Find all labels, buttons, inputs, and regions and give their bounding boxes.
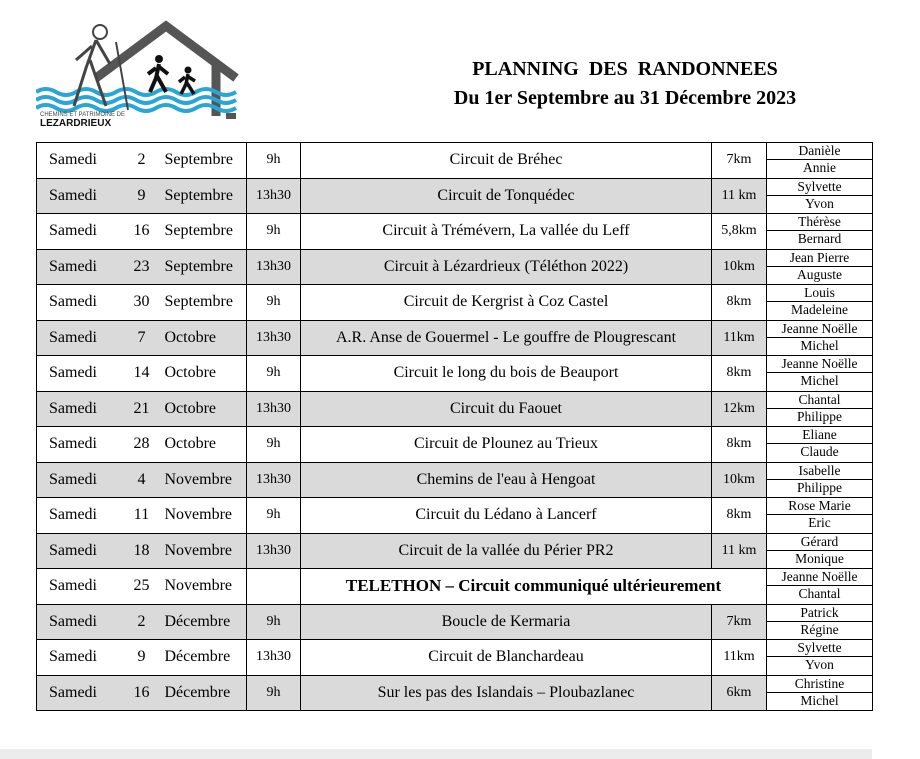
month-cell: Novembre bbox=[161, 533, 247, 569]
distance-cell: 11km bbox=[712, 320, 767, 356]
date-number-cell: 4 bbox=[123, 462, 161, 498]
leader-name: Claude bbox=[767, 444, 872, 461]
leaders-cell bbox=[767, 462, 873, 498]
distance-cell: 7km bbox=[712, 143, 767, 179]
leaders-cell bbox=[767, 498, 873, 534]
table-row bbox=[37, 640, 873, 676]
circuit-cell: Circuit de la vallée du Périer PR2 bbox=[301, 533, 712, 569]
leader-name: Jeanne Noëlle bbox=[767, 356, 872, 373]
table-row bbox=[37, 214, 873, 250]
day-cell: Samedi bbox=[37, 640, 123, 676]
leader-name: Annie bbox=[767, 160, 872, 177]
month-cell: Octobre bbox=[161, 320, 247, 356]
table-row bbox=[37, 285, 873, 321]
month-cell: Décembre bbox=[161, 640, 247, 676]
circuit-cell: Circuit de Bréhec bbox=[301, 143, 712, 179]
leader-name: Régine bbox=[767, 622, 872, 639]
month-cell: Novembre bbox=[161, 462, 247, 498]
day-cell: Samedi bbox=[37, 391, 123, 427]
day-cell: Samedi bbox=[37, 214, 123, 250]
leader-name: Auguste bbox=[767, 267, 872, 284]
distance-cell: 10km bbox=[712, 462, 767, 498]
circuit-cell: Circuit à Trémévern, La vallée du Leff bbox=[301, 214, 712, 250]
page-bottom-band bbox=[0, 749, 872, 759]
month-cell: Décembre bbox=[161, 604, 247, 640]
distance-cell: 12km bbox=[712, 391, 767, 427]
distance-cell: 8km bbox=[712, 356, 767, 392]
day-cell: Samedi bbox=[37, 249, 123, 285]
circuit-cell: Chemins de l'eau à Hengoat bbox=[301, 462, 712, 498]
hour-cell: 13h30 bbox=[247, 462, 301, 498]
leaders-cell bbox=[767, 356, 873, 392]
month-cell: Novembre bbox=[161, 498, 247, 534]
distance-cell: 8km bbox=[712, 427, 767, 463]
hour-cell: 13h30 bbox=[247, 640, 301, 676]
leaders-cell bbox=[767, 640, 873, 676]
day-cell: Samedi bbox=[37, 143, 123, 179]
leader-name: Jeanne Noëlle bbox=[767, 569, 872, 586]
date-number-cell: 16 bbox=[123, 675, 161, 711]
leader-name: Jean Pierre bbox=[767, 250, 872, 267]
schedule-table bbox=[36, 142, 873, 711]
leader-name: Michel bbox=[767, 693, 872, 710]
distance-cell: 8km bbox=[712, 285, 767, 321]
circuit-cell: Circuit de Tonquédec bbox=[301, 178, 712, 214]
leader-name: Michel bbox=[767, 373, 872, 390]
date-number-cell: 25 bbox=[123, 569, 161, 605]
day-cell: Samedi bbox=[37, 356, 123, 392]
leader-name: Chantal bbox=[767, 586, 872, 603]
date-number-cell: 16 bbox=[123, 214, 161, 250]
table-row bbox=[37, 178, 873, 214]
distance-cell: 11km bbox=[712, 640, 767, 676]
table-row bbox=[37, 533, 873, 569]
date-number-cell: 2 bbox=[123, 604, 161, 640]
month-cell: Septembre bbox=[161, 214, 247, 250]
leader-name: Sylvette bbox=[767, 179, 872, 196]
day-cell: Samedi bbox=[37, 320, 123, 356]
month-cell: Septembre bbox=[161, 249, 247, 285]
month-cell: Novembre bbox=[161, 569, 247, 605]
circuit-cell: Sur les pas des Islandais – Ploubazlanec bbox=[301, 675, 712, 711]
hour-cell: 13h30 bbox=[247, 391, 301, 427]
day-cell: Samedi bbox=[37, 533, 123, 569]
table-row bbox=[37, 320, 873, 356]
leader-name: Rose Marie bbox=[767, 498, 872, 515]
date-number-cell: 7 bbox=[123, 320, 161, 356]
circuit-cell: Boucle de Kermaria bbox=[301, 604, 712, 640]
table-row bbox=[37, 391, 873, 427]
date-number-cell: 9 bbox=[123, 640, 161, 676]
month-cell: Octobre bbox=[161, 427, 247, 463]
leader-name: Louis bbox=[767, 285, 872, 302]
hour-cell: 13h30 bbox=[247, 320, 301, 356]
leaders-cell bbox=[767, 214, 873, 250]
hour-cell: 9h bbox=[247, 285, 301, 321]
hour-cell bbox=[247, 569, 301, 605]
distance-cell: 11 km bbox=[712, 178, 767, 214]
date-number-cell: 28 bbox=[123, 427, 161, 463]
date-number-cell: 11 bbox=[123, 498, 161, 534]
leaders-cell bbox=[767, 427, 873, 463]
distance-cell: 8km bbox=[712, 498, 767, 534]
table-row bbox=[37, 604, 873, 640]
leader-name: Christine bbox=[767, 676, 872, 693]
circuit-cell: Circuit de Plounez au Trieux bbox=[301, 427, 712, 463]
hour-cell: 9h bbox=[247, 356, 301, 392]
table-row bbox=[37, 569, 873, 605]
leaders-cell bbox=[767, 569, 873, 605]
hour-cell: 9h bbox=[247, 604, 301, 640]
leader-name: Sylvette bbox=[767, 640, 872, 657]
leader-name: Thérèse bbox=[767, 214, 872, 231]
table-row bbox=[37, 427, 873, 463]
distance-cell: 10km bbox=[712, 249, 767, 285]
month-cell: Septembre bbox=[161, 143, 247, 179]
day-cell: Samedi bbox=[37, 427, 123, 463]
day-cell: Samedi bbox=[37, 569, 123, 605]
circuit-cell: Circuit de Blanchardeau bbox=[301, 640, 712, 676]
distance-cell: 11 km bbox=[712, 533, 767, 569]
table-row bbox=[37, 249, 873, 285]
leader-name: Isabelle bbox=[767, 463, 872, 480]
hour-cell: 9h bbox=[247, 427, 301, 463]
leaders-cell bbox=[767, 285, 873, 321]
title-line-2: Du 1er Septembre au 31 Décembre 2023 bbox=[453, 87, 797, 109]
date-number-cell: 2 bbox=[123, 143, 161, 179]
month-cell: Octobre bbox=[161, 356, 247, 392]
date-number-cell: 14 bbox=[123, 356, 161, 392]
hour-cell: 9h bbox=[247, 214, 301, 250]
leader-name: Eric bbox=[767, 515, 872, 532]
day-cell: Samedi bbox=[37, 462, 123, 498]
logo-text-main: LEZARDRIEUX bbox=[40, 118, 112, 129]
leaders-cell bbox=[767, 675, 873, 711]
table-row bbox=[37, 498, 873, 534]
circuit-cell: Circuit de Kergrist à Coz Castel bbox=[301, 285, 712, 321]
leader-name: Patrick bbox=[767, 605, 872, 622]
table-row bbox=[37, 143, 873, 179]
table-row bbox=[37, 675, 873, 711]
date-number-cell: 21 bbox=[123, 391, 161, 427]
page-title bbox=[400, 55, 850, 113]
month-cell: Septembre bbox=[161, 285, 247, 321]
hour-cell: 9h bbox=[247, 143, 301, 179]
day-cell: Samedi bbox=[37, 178, 123, 214]
leaders-cell bbox=[767, 604, 873, 640]
leader-name: Eliane bbox=[767, 427, 872, 444]
table-row bbox=[37, 462, 873, 498]
club-logo bbox=[36, 20, 241, 131]
leader-name: Philippe bbox=[767, 480, 872, 497]
day-cell: Samedi bbox=[37, 285, 123, 321]
leader-name: Monique bbox=[767, 551, 872, 568]
circuit-cell: A.R. Anse de Gouermel - Le gouffre de Plougrescant bbox=[301, 320, 712, 356]
distance-cell: 5,8km bbox=[712, 214, 767, 250]
month-cell: Décembre bbox=[161, 675, 247, 711]
leader-name: Yvon bbox=[767, 196, 872, 213]
distance-cell: 7km bbox=[712, 604, 767, 640]
day-cell: Samedi bbox=[37, 675, 123, 711]
hour-cell: 9h bbox=[247, 498, 301, 534]
table-row bbox=[37, 356, 873, 392]
leader-name: Chantal bbox=[767, 392, 872, 409]
circuit-cell: TELETHON – Circuit communiqué ultérieurement bbox=[301, 569, 767, 605]
date-number-cell: 23 bbox=[123, 249, 161, 285]
month-cell: Octobre bbox=[161, 391, 247, 427]
leader-name: Yvon bbox=[767, 657, 872, 674]
leaders-cell bbox=[767, 320, 873, 356]
circuit-cell: Circuit à Lézardrieux (Téléthon 2022) bbox=[301, 249, 712, 285]
circuit-cell: Circuit le long du bois de Beauport bbox=[301, 356, 712, 392]
month-cell: Septembre bbox=[161, 178, 247, 214]
circuit-cell: Circuit du Lédano à Lancerf bbox=[301, 498, 712, 534]
distance-cell: 6km bbox=[712, 675, 767, 711]
leaders-cell bbox=[767, 391, 873, 427]
hour-cell: 13h30 bbox=[247, 533, 301, 569]
date-number-cell: 18 bbox=[123, 533, 161, 569]
hour-cell: 13h30 bbox=[247, 178, 301, 214]
leader-name: Philippe bbox=[767, 409, 872, 426]
leader-name: Michel bbox=[767, 338, 872, 355]
leaders-cell bbox=[767, 143, 873, 179]
leaders-cell bbox=[767, 533, 873, 569]
logo-text-small: CHEMINS ET PATRIMOINE DE bbox=[40, 112, 126, 118]
leader-name: Danièle bbox=[767, 143, 872, 160]
leader-name: Bernard bbox=[767, 231, 872, 248]
circuit-cell: Circuit du Faouet bbox=[301, 391, 712, 427]
day-cell: Samedi bbox=[37, 498, 123, 534]
leader-name: Jeanne Noëlle bbox=[767, 321, 872, 338]
leader-name: Madeleine bbox=[767, 302, 872, 319]
leaders-cell bbox=[767, 249, 873, 285]
date-number-cell: 30 bbox=[123, 285, 161, 321]
hour-cell: 13h30 bbox=[247, 249, 301, 285]
date-number-cell: 9 bbox=[123, 178, 161, 214]
title-line-1: PLANNING DES RANDONNEES bbox=[472, 58, 778, 80]
hour-cell: 9h bbox=[247, 675, 301, 711]
day-cell: Samedi bbox=[37, 604, 123, 640]
leaders-cell bbox=[767, 178, 873, 214]
leader-name: Gérard bbox=[767, 534, 872, 551]
